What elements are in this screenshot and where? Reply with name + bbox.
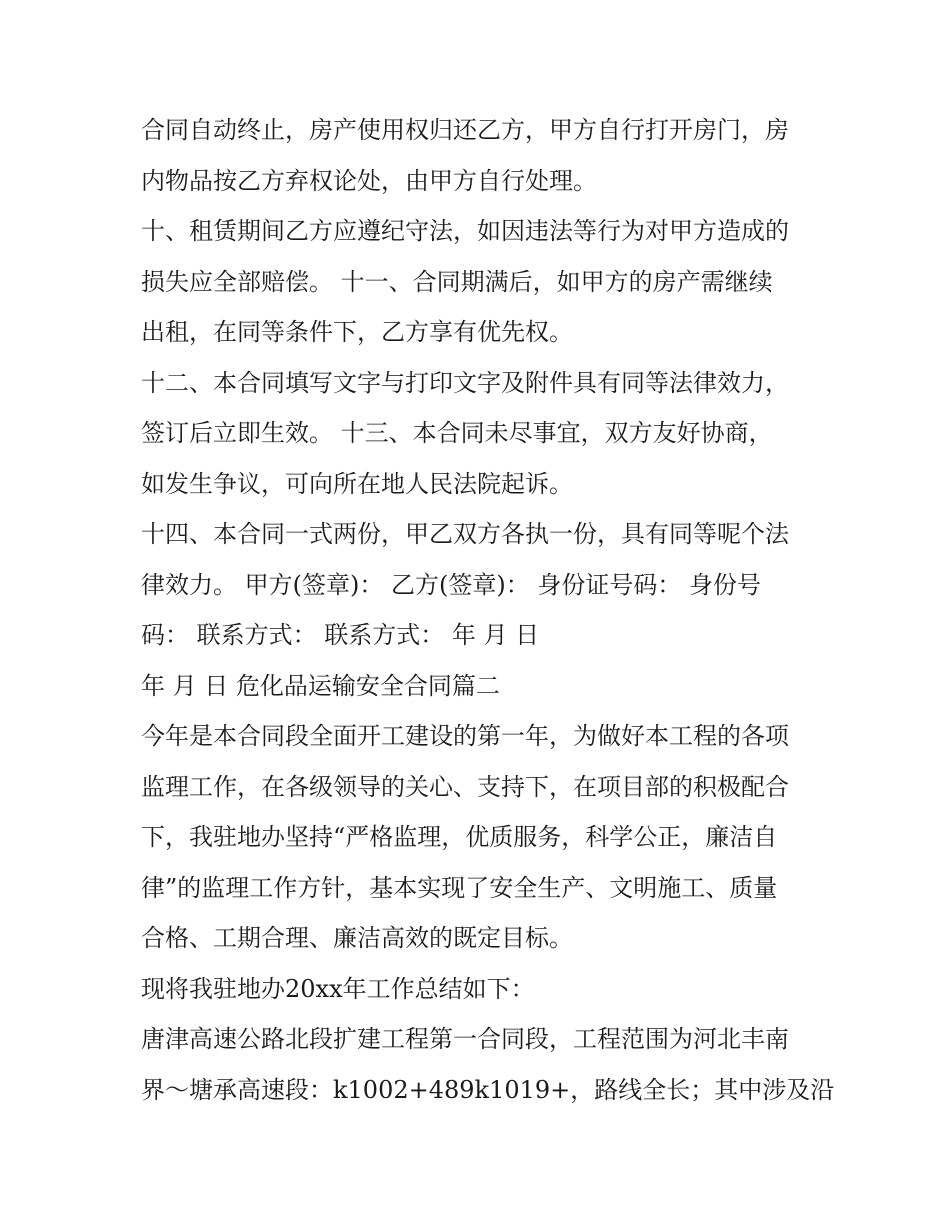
text-line: 唐津高速公路北段扩建工程第一合同段，工程范围为河北丰南 bbox=[141, 1025, 789, 1053]
text-line: 签订后立即生效。 十三、本合同未尽事宜，双方友好协商， bbox=[141, 419, 773, 447]
text-line: 内物品按乙方弃权论处，由甲方自行处理。 bbox=[141, 167, 597, 195]
text-line: 损失应全部赔偿。 十一、合同期满后，如甲方的房产需继续 bbox=[141, 268, 773, 296]
text-line: 合同自动终止，房产使用权归还乙方，甲方自行打开房门，房 bbox=[141, 116, 789, 144]
text-line: 十二、本合同填写文字与打印文字及附件具有同等法律效力， bbox=[141, 369, 789, 397]
text-line: 出租，在同等条件下，乙方享有优先权。 bbox=[141, 318, 573, 346]
text-line: 界～塘承高速段：k1002+489k1019+，路线全长；其中涉及沿 bbox=[141, 1076, 835, 1104]
text-line: 律”的监理工作方针，基本实现了安全生产、文明施工、质量 bbox=[141, 874, 778, 902]
text-line: 监理工作，在各级领导的关心、支持下，在项目部的积极配合 bbox=[141, 773, 789, 801]
section-heading: 年 月 日 危化品运输安全合同篇二 bbox=[141, 672, 500, 700]
text-line: 十、租赁期间乙方应遵纪守法，如因违法等行为对甲方造成的 bbox=[141, 217, 789, 245]
text-line: 码： 联系方式： 联系方式： 年 月 日 bbox=[141, 621, 540, 649]
text-line: 合格、工期合理、廉洁高效的既定目标。 bbox=[141, 924, 573, 952]
text-line: 今年是本合同段全面开工建设的第一年，为做好本工程的各项 bbox=[141, 722, 789, 750]
text-line: 下，我驻地办坚持“严格监理，优质服务，科学公正，廉洁自 bbox=[141, 823, 778, 851]
text-line: 如发生争议，可向所在地人民法院起诉。 bbox=[141, 470, 573, 498]
text-line: 律效力。 甲方(签章)： 乙方(签章)： 身份证号码： 身份号 bbox=[141, 571, 761, 599]
text-line: 十四、本合同一式两份，甲乙双方各执一份，具有同等呢个法 bbox=[141, 520, 789, 548]
text-line: 现将我驻地办20xx年工作总结如下： bbox=[141, 975, 535, 1003]
